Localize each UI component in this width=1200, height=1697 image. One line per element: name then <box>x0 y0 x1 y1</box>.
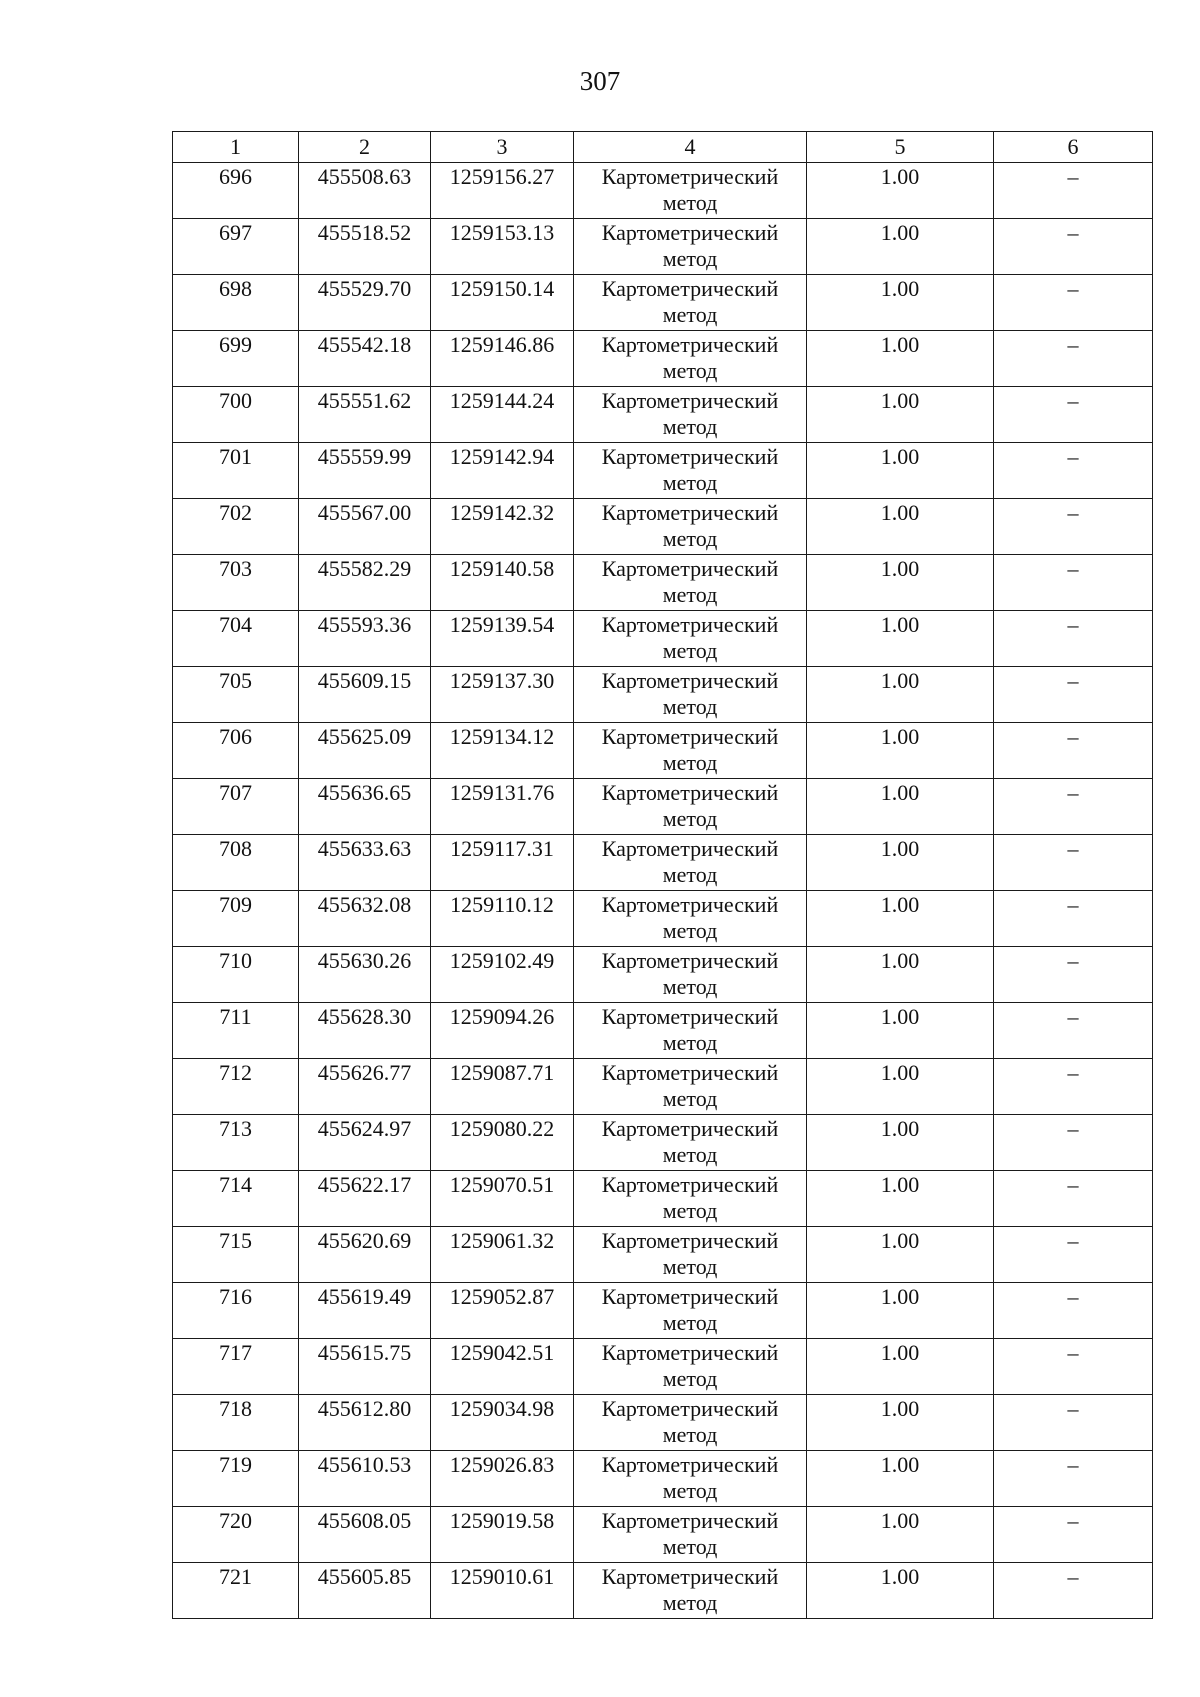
accuracy-cell: 1.00 <box>807 1563 994 1619</box>
x-coordinate-cell: 455551.62 <box>299 387 431 443</box>
table-row <box>173 499 1153 555</box>
note-cell: – <box>994 1003 1153 1059</box>
method-cell: Картометрический метод <box>574 1395 807 1451</box>
y-coordinate-cell: 1259117.31 <box>431 835 574 891</box>
x-coordinate-cell: 455610.53 <box>299 1451 431 1507</box>
header-col-2: 2 <box>299 132 431 163</box>
accuracy-cell: 1.00 <box>807 219 994 275</box>
accuracy-cell: 1.00 <box>807 1227 994 1283</box>
y-coordinate-cell: 1259102.49 <box>431 947 574 1003</box>
table-row <box>173 1451 1153 1507</box>
method-cell: Картометрический метод <box>574 443 807 499</box>
method-cell: Картометрический метод <box>574 1115 807 1171</box>
point-number-cell: 701 <box>173 443 299 499</box>
note-cell: – <box>994 1339 1153 1395</box>
note-cell: – <box>994 891 1153 947</box>
method-cell: Картометрический метод <box>574 835 807 891</box>
accuracy-cell: 1.00 <box>807 779 994 835</box>
method-cell: Картометрический метод <box>574 1059 807 1115</box>
point-number-cell: 705 <box>173 667 299 723</box>
y-coordinate-cell: 1259144.24 <box>431 387 574 443</box>
table-row <box>173 667 1153 723</box>
y-coordinate-cell: 1259146.86 <box>431 331 574 387</box>
note-cell: – <box>994 1171 1153 1227</box>
table-row <box>173 1059 1153 1115</box>
method-cell: Картометрический метод <box>574 1507 807 1563</box>
table-row <box>173 387 1153 443</box>
method-cell: Картометрический метод <box>574 779 807 835</box>
x-coordinate-cell: 455612.80 <box>299 1395 431 1451</box>
accuracy-cell: 1.00 <box>807 667 994 723</box>
header-col-5: 5 <box>807 132 994 163</box>
x-coordinate-cell: 455529.70 <box>299 275 431 331</box>
accuracy-cell: 1.00 <box>807 1283 994 1339</box>
header-col-6: 6 <box>994 132 1153 163</box>
accuracy-cell: 1.00 <box>807 1115 994 1171</box>
accuracy-cell: 1.00 <box>807 1395 994 1451</box>
y-coordinate-cell: 1259110.12 <box>431 891 574 947</box>
x-coordinate-cell: 455518.52 <box>299 219 431 275</box>
table-row <box>173 1395 1153 1451</box>
note-cell: – <box>994 163 1153 219</box>
x-coordinate-cell: 455619.49 <box>299 1283 431 1339</box>
point-number-cell: 721 <box>173 1563 299 1619</box>
method-cell: Картометрический метод <box>574 219 807 275</box>
note-cell: – <box>994 387 1153 443</box>
table-body <box>173 163 1153 1619</box>
x-coordinate-cell: 455620.69 <box>299 1227 431 1283</box>
accuracy-cell: 1.00 <box>807 1003 994 1059</box>
point-number-cell: 709 <box>173 891 299 947</box>
y-coordinate-cell: 1259080.22 <box>431 1115 574 1171</box>
y-coordinate-cell: 1259087.71 <box>431 1059 574 1115</box>
table-row <box>173 611 1153 667</box>
x-coordinate-cell: 455567.00 <box>299 499 431 555</box>
note-cell: – <box>994 331 1153 387</box>
point-number-cell: 698 <box>173 275 299 331</box>
accuracy-cell: 1.00 <box>807 163 994 219</box>
point-number-cell: 712 <box>173 1059 299 1115</box>
point-number-cell: 710 <box>173 947 299 1003</box>
accuracy-cell: 1.00 <box>807 555 994 611</box>
table-row <box>173 1563 1153 1619</box>
method-cell: Картометрический метод <box>574 1563 807 1619</box>
point-number-cell: 697 <box>173 219 299 275</box>
note-cell: – <box>994 1283 1153 1339</box>
table-row <box>173 835 1153 891</box>
point-number-cell: 702 <box>173 499 299 555</box>
table-row <box>173 555 1153 611</box>
method-cell: Картометрический метод <box>574 163 807 219</box>
x-coordinate-cell: 455593.36 <box>299 611 431 667</box>
x-coordinate-cell: 455636.65 <box>299 779 431 835</box>
note-cell: – <box>994 555 1153 611</box>
y-coordinate-cell: 1259070.51 <box>431 1171 574 1227</box>
point-number-cell: 706 <box>173 723 299 779</box>
accuracy-cell: 1.00 <box>807 835 994 891</box>
x-coordinate-cell: 455615.75 <box>299 1339 431 1395</box>
note-cell: – <box>994 667 1153 723</box>
y-coordinate-cell: 1259061.32 <box>431 1227 574 1283</box>
method-cell: Картометрический метод <box>574 1451 807 1507</box>
y-coordinate-cell: 1259153.13 <box>431 219 574 275</box>
x-coordinate-cell: 455605.85 <box>299 1563 431 1619</box>
accuracy-cell: 1.00 <box>807 331 994 387</box>
method-cell: Картометрический метод <box>574 499 807 555</box>
point-number-cell: 711 <box>173 1003 299 1059</box>
point-number-cell: 718 <box>173 1395 299 1451</box>
note-cell: – <box>994 835 1153 891</box>
header-col-1: 1 <box>173 132 299 163</box>
table-row <box>173 1115 1153 1171</box>
accuracy-cell: 1.00 <box>807 499 994 555</box>
accuracy-cell: 1.00 <box>807 891 994 947</box>
method-cell: Картометрический метод <box>574 611 807 667</box>
x-coordinate-cell: 455630.26 <box>299 947 431 1003</box>
accuracy-cell: 1.00 <box>807 1171 994 1227</box>
table-row <box>173 891 1153 947</box>
point-number-cell: 703 <box>173 555 299 611</box>
accuracy-cell: 1.00 <box>807 723 994 779</box>
note-cell: – <box>994 443 1153 499</box>
accuracy-cell: 1.00 <box>807 947 994 1003</box>
x-coordinate-cell: 455625.09 <box>299 723 431 779</box>
x-coordinate-cell: 455608.05 <box>299 1507 431 1563</box>
x-coordinate-cell: 455542.18 <box>299 331 431 387</box>
note-cell: – <box>994 1395 1153 1451</box>
method-cell: Картометрический метод <box>574 387 807 443</box>
note-cell: – <box>994 1507 1153 1563</box>
point-number-cell: 700 <box>173 387 299 443</box>
table-row <box>173 1283 1153 1339</box>
point-number-cell: 716 <box>173 1283 299 1339</box>
point-number-cell: 696 <box>173 163 299 219</box>
y-coordinate-cell: 1259134.12 <box>431 723 574 779</box>
method-cell: Картометрический метод <box>574 275 807 331</box>
y-coordinate-cell: 1259094.26 <box>431 1003 574 1059</box>
y-coordinate-cell: 1259150.14 <box>431 275 574 331</box>
accuracy-cell: 1.00 <box>807 443 994 499</box>
x-coordinate-cell: 455633.63 <box>299 835 431 891</box>
accuracy-cell: 1.00 <box>807 611 994 667</box>
table-row <box>173 1339 1153 1395</box>
header-col-4: 4 <box>574 132 807 163</box>
y-coordinate-cell: 1259019.58 <box>431 1507 574 1563</box>
page-number: 307 <box>579 66 621 96</box>
y-coordinate-cell: 1259010.61 <box>431 1563 574 1619</box>
x-coordinate-cell: 455622.17 <box>299 1171 431 1227</box>
table-row <box>173 331 1153 387</box>
y-coordinate-cell: 1259034.98 <box>431 1395 574 1451</box>
accuracy-cell: 1.00 <box>807 1059 994 1115</box>
x-coordinate-cell: 455582.29 <box>299 555 431 611</box>
header-col-3: 3 <box>431 132 574 163</box>
point-number-cell: 714 <box>173 1171 299 1227</box>
point-number-cell: 704 <box>173 611 299 667</box>
point-number-cell: 715 <box>173 1227 299 1283</box>
method-cell: Картометрический метод <box>574 1171 807 1227</box>
note-cell: – <box>994 219 1153 275</box>
y-coordinate-cell: 1259139.54 <box>431 611 574 667</box>
method-cell: Картометрический метод <box>574 723 807 779</box>
point-number-cell: 707 <box>173 779 299 835</box>
method-cell: Картометрический метод <box>574 1339 807 1395</box>
x-coordinate-cell: 455508.63 <box>299 163 431 219</box>
y-coordinate-cell: 1259052.87 <box>431 1283 574 1339</box>
point-number-cell: 717 <box>173 1339 299 1395</box>
table-row <box>173 1003 1153 1059</box>
table-row <box>173 163 1153 219</box>
y-coordinate-cell: 1259142.94 <box>431 443 574 499</box>
table-row <box>173 723 1153 779</box>
method-cell: Картометрический метод <box>574 667 807 723</box>
method-cell: Картометрический метод <box>574 555 807 611</box>
y-coordinate-cell: 1259156.27 <box>431 163 574 219</box>
note-cell: – <box>994 779 1153 835</box>
table-row <box>173 779 1153 835</box>
point-number-cell: 699 <box>173 331 299 387</box>
note-cell: – <box>994 1115 1153 1171</box>
accuracy-cell: 1.00 <box>807 275 994 331</box>
method-cell: Картометрический метод <box>574 1283 807 1339</box>
method-cell: Картометрический метод <box>574 1227 807 1283</box>
y-coordinate-cell: 1259026.83 <box>431 1451 574 1507</box>
y-coordinate-cell: 1259142.32 <box>431 499 574 555</box>
table-row <box>173 1507 1153 1563</box>
point-number-cell: 719 <box>173 1451 299 1507</box>
note-cell: – <box>994 499 1153 555</box>
table-row <box>173 275 1153 331</box>
table-header <box>173 132 1153 163</box>
accuracy-cell: 1.00 <box>807 387 994 443</box>
note-cell: – <box>994 1059 1153 1115</box>
x-coordinate-cell: 455609.15 <box>299 667 431 723</box>
coordinates-table <box>172 131 1153 1619</box>
point-number-cell: 720 <box>173 1507 299 1563</box>
table-row <box>173 1171 1153 1227</box>
note-cell: – <box>994 947 1153 1003</box>
x-coordinate-cell: 455626.77 <box>299 1059 431 1115</box>
y-coordinate-cell: 1259042.51 <box>431 1339 574 1395</box>
table-row <box>173 947 1153 1003</box>
note-cell: – <box>994 275 1153 331</box>
table-row <box>173 443 1153 499</box>
point-number-cell: 708 <box>173 835 299 891</box>
note-cell: – <box>994 723 1153 779</box>
accuracy-cell: 1.00 <box>807 1339 994 1395</box>
note-cell: – <box>994 1451 1153 1507</box>
accuracy-cell: 1.00 <box>807 1507 994 1563</box>
note-cell: – <box>994 1563 1153 1619</box>
note-cell: – <box>994 611 1153 667</box>
header-row <box>173 132 1153 163</box>
y-coordinate-cell: 1259137.30 <box>431 667 574 723</box>
x-coordinate-cell: 455624.97 <box>299 1115 431 1171</box>
x-coordinate-cell: 455632.08 <box>299 891 431 947</box>
method-cell: Картометрический метод <box>574 331 807 387</box>
y-coordinate-cell: 1259131.76 <box>431 779 574 835</box>
note-cell: – <box>994 1227 1153 1283</box>
method-cell: Картометрический метод <box>574 891 807 947</box>
x-coordinate-cell: 455559.99 <box>299 443 431 499</box>
y-coordinate-cell: 1259140.58 <box>431 555 574 611</box>
table-row <box>173 219 1153 275</box>
accuracy-cell: 1.00 <box>807 1451 994 1507</box>
table-row <box>173 1227 1153 1283</box>
x-coordinate-cell: 455628.30 <box>299 1003 431 1059</box>
point-number-cell: 713 <box>173 1115 299 1171</box>
method-cell: Картометрический метод <box>574 947 807 1003</box>
method-cell: Картометрический метод <box>574 1003 807 1059</box>
